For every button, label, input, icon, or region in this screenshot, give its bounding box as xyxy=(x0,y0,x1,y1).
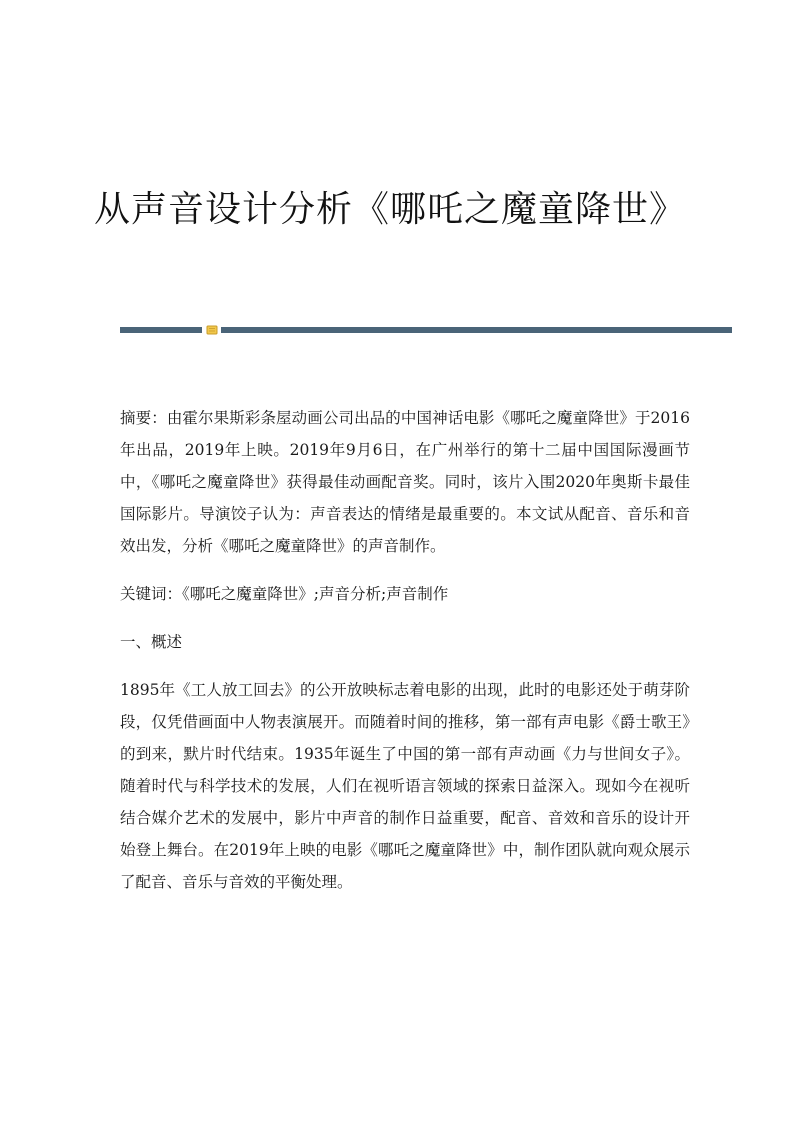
document-title: 从声音设计分析《哪吒之魔童降世》 xyxy=(93,189,686,230)
divider-bar-left xyxy=(120,327,202,333)
keywords-line: 关键词：《哪吒之魔童降世》;声音分析;声音制作 xyxy=(120,585,449,603)
divider-bar-right xyxy=(221,327,732,333)
book-ornament-icon xyxy=(206,324,218,336)
section-heading: 一、概述 xyxy=(120,633,183,651)
abstract-paragraph: 摘要：由霍尔果斯彩条屋动画公司出品的中国神话电影《哪吒之魔童降世》于2016年出品，2019年上映。2019年9月6日，在广州举行的第十二届中国国际漫画节中，《哪吒之魔童降世》获得最佳动画配音奖。同时，该片入围2020年奥斯卡最佳国际影片。导演饺子认为：声音表达的情绪是最重要的。本文试从配音、音乐和音效出发，分析《哪吒之魔童降世》的声音制作。 xyxy=(120,409,690,555)
document-body xyxy=(120,402,690,914)
title-divider xyxy=(120,324,732,336)
body-paragraph: 1895年《工人放工回去》的公开放映标志着电影的出现，此时的电影还处于萌芽阶段，仅凭借画面中人物表演展开。而随着时间的推移，第一部有声电影《爵士歌王》的到来，默片时代结束。1935年诞生了中国的第一部有声动画《力与世间女子》。随着时代与科学技术的发展，人们在视听语言领域的探索日益深入。现如今在视听结合媒介艺术的发展中，影片中声音的制作日益重要，配音、音效和音乐的设计开始登上舞台。在2019年上映的电影《哪吒之魔童降世》中，制作团队就向观众展示了配音、音乐与音效的平衡处理。 xyxy=(120,681,690,891)
